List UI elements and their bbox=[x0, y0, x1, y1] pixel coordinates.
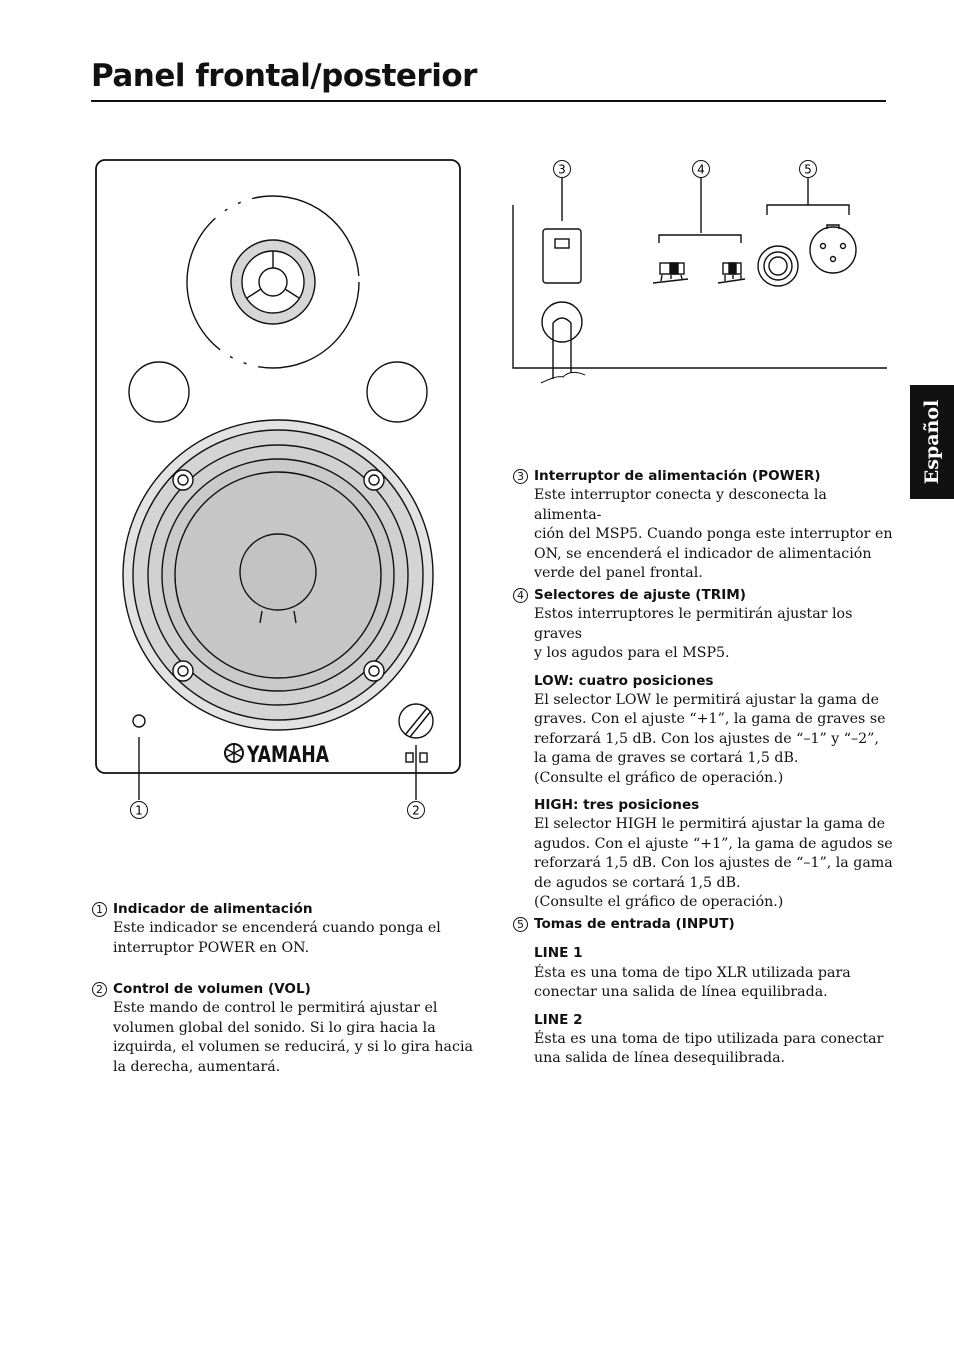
item-number: 4 bbox=[513, 588, 528, 603]
item-input-jacks bbox=[517, 915, 894, 1069]
item-heading bbox=[96, 980, 473, 999]
bass-port-right bbox=[367, 362, 427, 422]
title-rule bbox=[91, 100, 886, 102]
item-line: reforzará 1,5 dB. Con los ajustes de “–1” y “–2”, bbox=[534, 730, 879, 747]
svg-text:1: 1 bbox=[135, 803, 143, 818]
item-heading bbox=[517, 586, 894, 605]
item-line: agudos. Con el ajuste “+1”, la gama de agudos se bbox=[534, 835, 893, 852]
language-tab-label: Español bbox=[921, 399, 943, 485]
item-line: izquirda, el volumen se reducirá, y si lo gira hacia bbox=[113, 1039, 473, 1056]
item-line: conectar una salida de línea equilibrada. bbox=[534, 984, 828, 1001]
item-line: Este interruptor conecta y desconecta la alimenta- bbox=[534, 487, 827, 523]
bass-port-left bbox=[129, 362, 189, 422]
callout-3 bbox=[554, 161, 571, 178]
item-line: (Consulte el gráfico de operación.) bbox=[534, 894, 784, 911]
rear-panel-figure bbox=[505, 155, 890, 395]
item-line: (Consulte el gráfico de operación.) bbox=[534, 769, 784, 786]
subheading-line2: LINE 2 bbox=[534, 1011, 583, 1028]
item-volume-control bbox=[96, 980, 473, 1077]
woofer-dustcap bbox=[240, 534, 316, 610]
item-line: Ésta es una toma de tipo XLR utilizada para bbox=[534, 964, 851, 981]
item-line: Estos interruptores le permitirán ajustar los graves bbox=[534, 606, 853, 642]
item-number: 2 bbox=[92, 982, 107, 997]
item-line: Este mando de control le permitirá ajustar el bbox=[113, 1000, 438, 1017]
line1-xlr-jack bbox=[810, 227, 856, 273]
item-number: 3 bbox=[513, 469, 528, 484]
item-heading bbox=[517, 467, 894, 486]
callout-4 bbox=[693, 161, 710, 178]
item-power-indicator bbox=[96, 900, 473, 958]
item-heading-text: Interruptor de alimentación (POWER) bbox=[534, 468, 821, 484]
power-led bbox=[133, 715, 145, 727]
item-line: y los agudos para el MSP5. bbox=[534, 645, 730, 662]
callout-1 bbox=[131, 802, 148, 819]
item-heading-text: Control de volumen (VOL) bbox=[113, 981, 311, 997]
svg-text:3: 3 bbox=[558, 162, 566, 177]
item-line: interruptor POWER en ON. bbox=[113, 939, 310, 956]
item-line: El selector HIGH le permitirá ajustar la gama de bbox=[534, 816, 886, 833]
power-switch bbox=[543, 229, 581, 283]
item-power-switch bbox=[517, 467, 894, 583]
item-heading-text: Selectores de ajuste (TRIM) bbox=[534, 587, 747, 603]
item-line: Este indicador se encenderá cuando ponga el bbox=[113, 920, 441, 937]
item-heading bbox=[517, 915, 894, 934]
front-panel-figure bbox=[90, 155, 470, 835]
item-line: Ésta es una toma de tipo utilizada para conectar bbox=[534, 1031, 884, 1048]
power-cord-inlet bbox=[542, 302, 582, 342]
item-line: volumen global del sonido. Si lo gira hacia la bbox=[113, 1019, 436, 1036]
item-line: la gama de graves se cortará 1,5 dB. bbox=[534, 750, 799, 767]
item-line: El selector LOW le permitirá ajustar la gama de bbox=[534, 692, 879, 709]
item-number: 5 bbox=[513, 917, 528, 932]
subheading-high: HIGH: tres posiciones bbox=[534, 797, 700, 814]
subheading-line1: LINE 1 bbox=[534, 945, 583, 962]
callout-5 bbox=[800, 161, 817, 178]
item-heading-text: Indicador de alimentación bbox=[113, 901, 313, 917]
item-line: la derecha, aumentará. bbox=[113, 1058, 281, 1075]
item-line: ción del MSP5. Cuando ponga este interruptor en bbox=[534, 526, 893, 543]
item-line: reforzará 1,5 dB. Con los ajustes de “–1”, la gama bbox=[534, 855, 893, 872]
svg-text:5: 5 bbox=[804, 162, 812, 177]
item-line: de agudos se cortará 1,5 dB. bbox=[534, 874, 741, 891]
item-line: ON, se encenderá el indicador de alimentación bbox=[534, 545, 872, 562]
svg-text:4: 4 bbox=[697, 162, 705, 177]
subheading-low: LOW: cuatro posiciones bbox=[534, 672, 714, 689]
item-heading bbox=[96, 900, 473, 919]
callout-2 bbox=[408, 802, 425, 819]
language-tab bbox=[910, 385, 954, 499]
yamaha-brand: YAMAHA bbox=[246, 743, 329, 768]
item-line: graves. Con el ajuste “+1”, la gama de graves se bbox=[534, 711, 886, 728]
item-trim-selectors bbox=[517, 586, 894, 913]
yamaha-logo bbox=[225, 743, 329, 768]
item-heading-text: Tomas de entrada (INPUT) bbox=[534, 916, 735, 932]
page-title: Panel frontal/posterior bbox=[91, 58, 477, 94]
item-line: verde del panel frontal. bbox=[534, 565, 703, 582]
item-line: una salida de línea desequilibrada. bbox=[534, 1050, 786, 1067]
svg-text:2: 2 bbox=[412, 803, 420, 818]
item-number: 1 bbox=[92, 902, 107, 917]
